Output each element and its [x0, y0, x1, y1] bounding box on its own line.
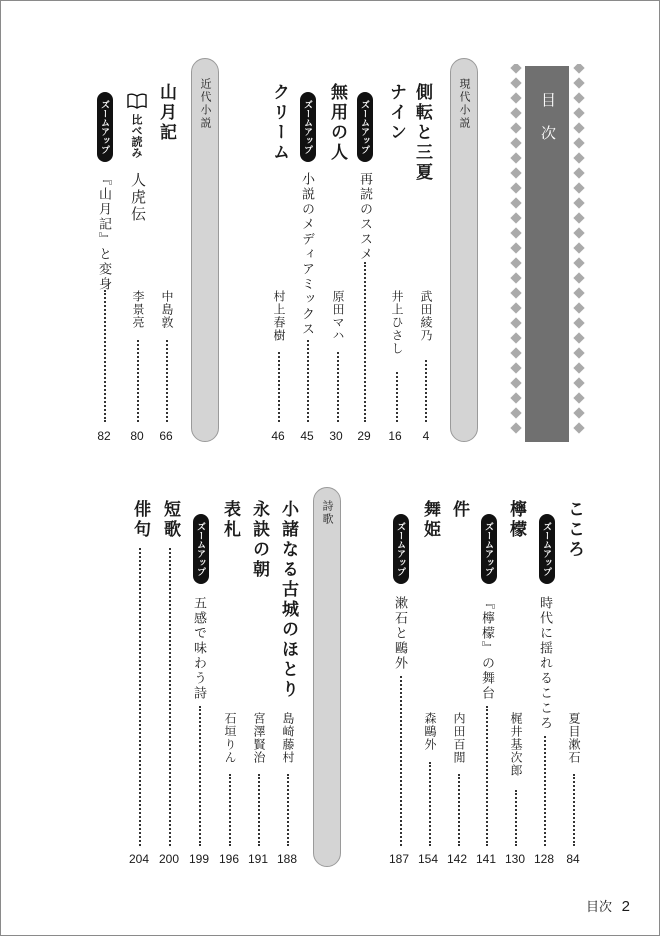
- section-modern-novel-label: 現代小説: [458, 78, 470, 130]
- toc-leader: [139, 548, 141, 846]
- toc-leader: [544, 736, 546, 846]
- toc-page-sokuten: 4: [422, 429, 430, 443]
- toc-page-kudan: 142: [446, 852, 468, 866]
- toc-author-muyou: 原田マハ: [331, 290, 345, 342]
- toc-page-maihime: 154: [417, 852, 439, 866]
- toc-title-kokoro[interactable]: こころ: [564, 500, 584, 560]
- zoom-up-badge: ズームアップ: [481, 514, 497, 584]
- toc-author-cream: 村上春樹: [272, 290, 286, 342]
- book-icon: [126, 92, 148, 110]
- zoom-up-badge: ズームアップ: [539, 514, 555, 584]
- toc-author-sangetsuki: 中島敦: [160, 290, 174, 329]
- toc-title-henshin[interactable]: 『山月記』と変身: [96, 172, 111, 292]
- toc-leader: [337, 352, 339, 422]
- toc-leader: [229, 774, 231, 846]
- toc-page-jinkoden: 80: [130, 429, 144, 443]
- diamond-border-left: [510, 64, 522, 444]
- toc-leader: [166, 340, 168, 422]
- toc-page-maihime-zoom: 187: [388, 852, 410, 866]
- toc-page-nine-zoom: 29: [357, 429, 371, 443]
- toc-leader: [573, 774, 575, 846]
- toc-page-kokoro: 84: [566, 852, 580, 866]
- toc-title-sangetsuki[interactable]: 山月記: [156, 83, 176, 143]
- toc-page-sangetsuki: 66: [159, 429, 173, 443]
- toc-title-nine[interactable]: ナイン: [386, 83, 406, 143]
- toc-page-eiketsu: 191: [247, 852, 269, 866]
- compare-reading-label: 比べ読み: [130, 114, 142, 158]
- toc-title-muyou-zoom[interactable]: 小説のメディアミックス: [299, 172, 314, 337]
- zoom-up-badge: ズームアップ: [357, 92, 373, 162]
- section-poetry-label: 詩歌: [321, 500, 333, 526]
- toc-author-komoro: 島崎藤村: [281, 712, 295, 764]
- toc-title-hyousatsu[interactable]: 表札: [220, 500, 240, 540]
- toc-title-remon-zoom[interactable]: 『檸檬』の舞台: [479, 596, 494, 701]
- toc-title-kokoro-zoom[interactable]: 時代に揺れるこころ: [537, 596, 552, 731]
- toc-leader: [396, 372, 398, 422]
- toc-title-eiketsu[interactable]: 永訣の朝: [249, 500, 269, 580]
- section-early-modern-novel-label: 近代小説: [199, 78, 211, 130]
- toc-page-komoro: 188: [276, 852, 298, 866]
- toc-page-haiku: 204: [128, 852, 150, 866]
- toc-leader: [364, 262, 366, 422]
- footer-page-number: 2: [621, 898, 630, 915]
- toc-leader: [137, 340, 139, 422]
- toc-page-remon: 130: [504, 852, 526, 866]
- toc-title-sokuten[interactable]: 側転と三夏: [412, 83, 432, 183]
- toc-author-nine: 井上ひさし: [390, 290, 404, 355]
- toc-title-maihime-zoom[interactable]: 漱石と鷗外: [392, 596, 407, 671]
- toc-title-hyousatsu-zoom[interactable]: 五感で味わう詩: [191, 596, 206, 701]
- page-footer: [586, 896, 630, 915]
- toc-leader: [515, 790, 517, 846]
- toc-page-muyou-zoom: 45: [300, 429, 314, 443]
- toc-author-kokoro: 夏目漱石: [567, 712, 581, 764]
- toc-page-henshin: 82: [97, 429, 111, 443]
- section-poetry: [313, 487, 341, 867]
- toc-author-hyousatsu: 石垣りん: [223, 712, 237, 764]
- toc-leader: [258, 774, 260, 846]
- toc-page-remon-zoom: 141: [475, 852, 497, 866]
- toc-title-muyou[interactable]: 無用の人: [327, 83, 347, 163]
- toc-leader: [458, 774, 460, 846]
- diamond-border-right: [573, 64, 585, 444]
- toc-page-nine: 16: [388, 429, 402, 443]
- toc-title: 目次: [539, 92, 556, 158]
- zoom-up-badge: ズームアップ: [97, 92, 113, 162]
- zoom-up-badge: ズームアップ: [393, 514, 409, 584]
- footer-label: 目次: [586, 899, 613, 914]
- toc-title-cream[interactable]: クリーム: [269, 83, 289, 163]
- toc-leader: [199, 706, 201, 846]
- toc-author-remon: 梶井基次郎: [509, 712, 523, 777]
- toc-page-muyou: 30: [329, 429, 343, 443]
- toc-leader: [400, 676, 402, 846]
- toc-leader: [425, 360, 427, 422]
- toc-page-hyousatsu-zoom: 199: [188, 852, 210, 866]
- toc-title-kudan[interactable]: 件: [449, 500, 469, 520]
- toc-leader: [307, 340, 309, 422]
- toc-page-hyousatsu: 196: [218, 852, 240, 866]
- toc-title-komoro[interactable]: 小諸なる古城のほとり: [278, 500, 298, 700]
- toc-author-eiketsu: 宮澤賢治: [252, 712, 266, 764]
- toc-leader: [169, 548, 171, 846]
- zoom-up-badge: ズームアップ: [193, 514, 209, 584]
- toc-leader: [429, 762, 431, 846]
- toc-title-remon[interactable]: 檸檬: [506, 500, 526, 540]
- toc-author-sokuten: 武田綾乃: [419, 290, 433, 342]
- zoom-up-badge: ズームアップ: [300, 92, 316, 162]
- toc-author-kudan: 内田百閒: [452, 712, 466, 764]
- toc-page-tanka: 200: [158, 852, 180, 866]
- toc-title-maihime[interactable]: 舞姫: [420, 500, 440, 540]
- toc-leader: [287, 774, 289, 846]
- toc-title-haiku[interactable]: 俳句: [130, 500, 150, 540]
- toc-title-tanka[interactable]: 短歌: [160, 500, 180, 540]
- toc-leader: [486, 706, 488, 846]
- toc-author-jinkoden: 李景亮: [131, 290, 145, 329]
- toc-author-maihime: 森鷗外: [423, 712, 437, 751]
- toc-leader: [278, 352, 280, 422]
- toc-page-kokoro-zoom: 128: [533, 852, 555, 866]
- toc-title-jinkoden[interactable]: 人虎伝: [129, 172, 147, 223]
- toc-title-nine-zoom[interactable]: 再読のススメ: [357, 172, 372, 262]
- toc-page-cream: 46: [271, 429, 285, 443]
- toc-leader: [104, 290, 106, 422]
